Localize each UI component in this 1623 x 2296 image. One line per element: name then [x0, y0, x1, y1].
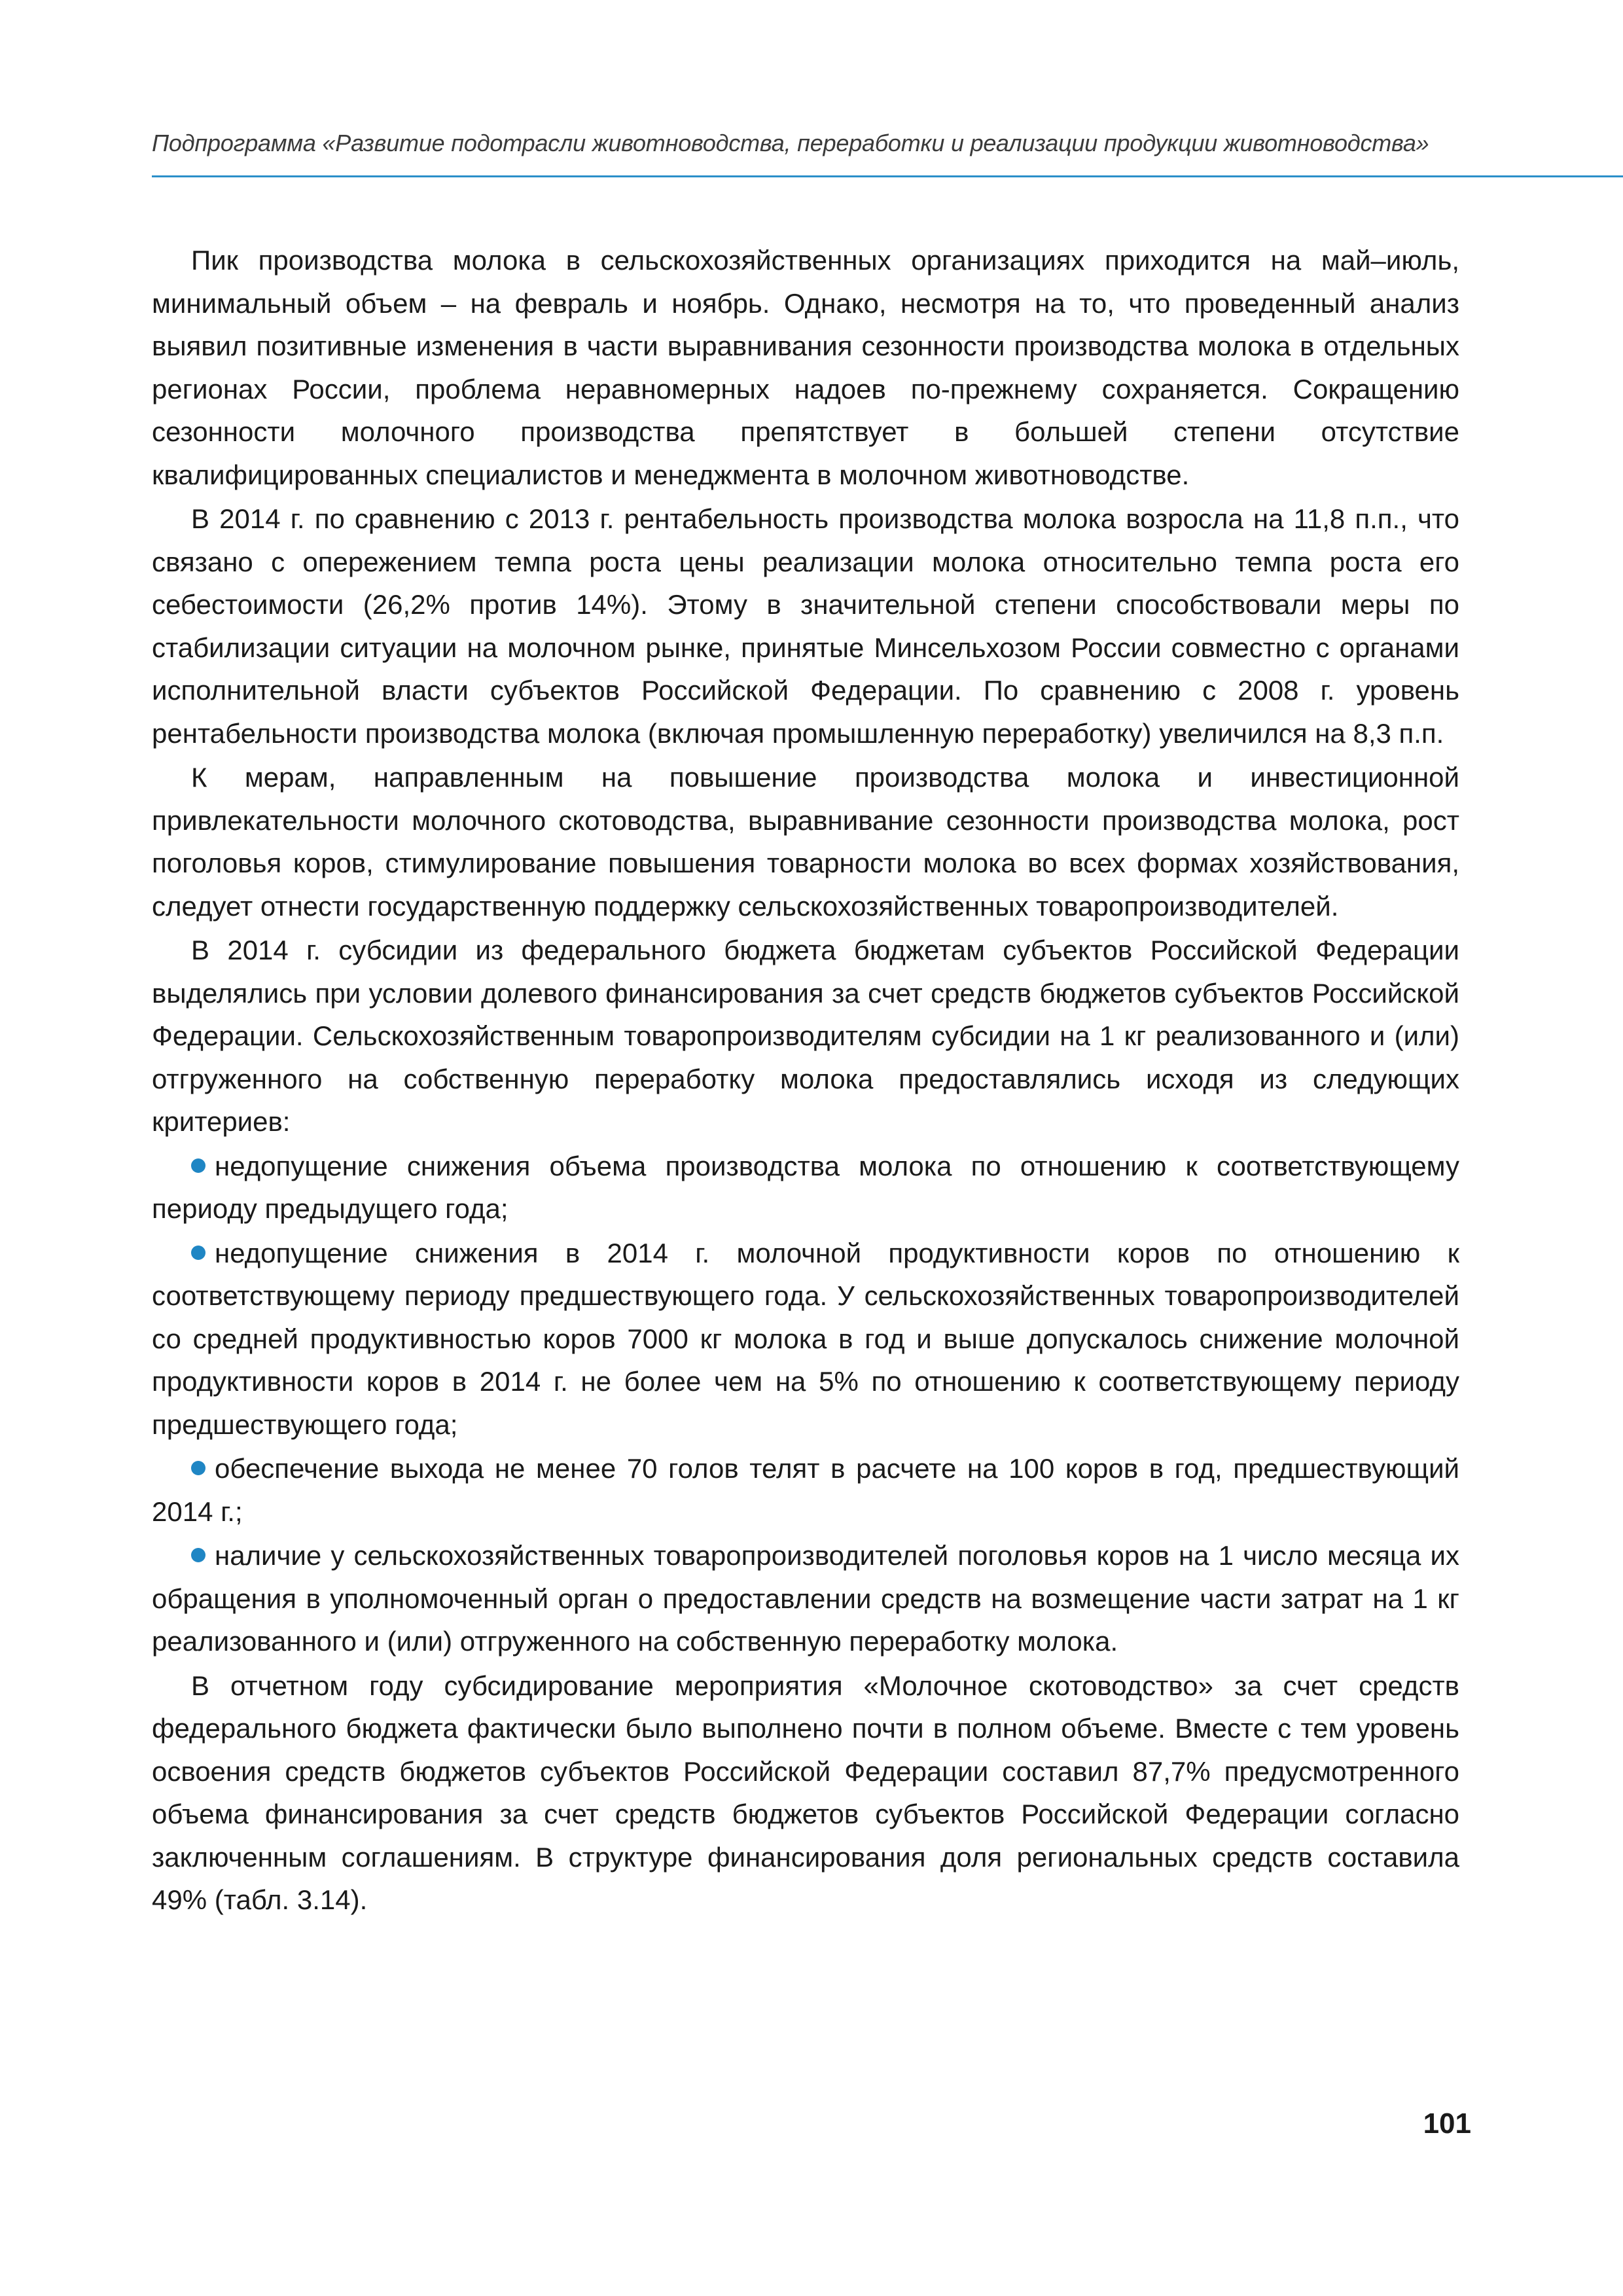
paragraph: К мерам, направленным на повышение производства молока и инвестиционной привлекательности молочного скотоводства, выравнивание сезонности производства молока, рост поголовья коров, стимулирование повышения товарности молока во всех формах хозяйствования, следует отнести государственную поддержку сельскохозяйственных товаропроизводителей.	[152, 762, 1459, 922]
bullet-text: недопущение снижения объема производства молока по отношению к соответствующему периоду предыдущего года;	[152, 1150, 1459, 1224]
bullet-item	[152, 1232, 1459, 1446]
header-divider	[152, 175, 1623, 177]
bullet-dot-icon	[191, 1158, 205, 1173]
bullet-text: недопущение снижения в 2014 г. молочной продуктивности коров по отношению к соответствующему периоду предшествующего года. У сельскохозяйственных товаропроизводителей со средней продуктивностью коров 7000 кг молока в год и выше допускалось снижение молочной продуктивности коров в 2014 г. не более чем на 5% по отношению к соответствующему периоду предшествующего года;	[152, 1237, 1459, 1440]
bullet-text: наличие у сельскохозяйственных товаропроизводителей поголовья коров на 1 число месяца их обращения в уполномоченный орган о предоставлении средств на возмещение части затрат на 1 кг реализованного и (или) отгруженного на собственную переработку молока.	[152, 1540, 1459, 1657]
paragraph: В отчетном году субсидирование мероприятия «Молочное скотоводство» за счет средств федерального бюджета фактически было выполнено почти в полном объеме. Вместе с тем уровень освоения средств бюджетов субъектов Российской Федерации составил 87,7% предусмотренного объема финансирования за счет средств бюджетов субъектов Российской Федерации согласно заключенным соглашениям. В структуре финансирования доля региональных средств составила 49% (табл. 3.14).	[152, 1670, 1459, 1915]
bullet-dot-icon	[191, 1246, 205, 1260]
running-header: Подпрограмма «Развитие подотрасли животноводства, переработки и реализации продукции животноводства»	[152, 130, 1429, 156]
bullet-item	[152, 1145, 1459, 1230]
paragraph: Пик производства молока в сельскохозяйственных организациях приходится на май–июль, минимальный объем – на февраль и ноябрь. Однако, несмотря на то, что проведенный анализ выявил позитивные изменения в части выравнивания сезонности производства молока в отдельных регионах России, проблема неравномерных надоев по-прежнему сохраняется. Сокращению сезонности молочного производства препятствует в большей степени отсутствие квалифицированных специалистов и менеджмента в молочном животноводстве.	[152, 245, 1459, 490]
bullet-text: обеспечение выхода не менее 70 голов телят в расчете на 100 коров в год, предшествующий 2014 г.;	[152, 1453, 1459, 1527]
body-text	[152, 239, 1459, 1923]
bullet-item	[152, 1447, 1459, 1533]
bullet-dot-icon	[191, 1461, 205, 1475]
bullet-dot-icon	[191, 1548, 205, 1562]
paragraph: В 2014 г. по сравнению с 2013 г. рентабельность производства молока возросла на 11,8 п.п., что связано с опережением темпа роста цены реализации молока относительно темпа роста его себестоимости (26,2% против 14%). Этому в значительной степени способствовали меры по стабилизации ситуации на молочном рынке, принятые Минсельхозом России совместно с органами исполнительной власти субъектов Российской Федерации. По сравнению с 2008 г. уровень рентабельности производства молока (включая промышленную переработку) увеличился на 8,3 п.п.	[152, 503, 1459, 749]
bullet-item	[152, 1534, 1459, 1663]
paragraph: В 2014 г. субсидии из федерального бюджета бюджетам субъектов Российской Федерации выделялись при условии долевого финансирования за счет средств бюджетов субъектов Российской Федерации. Сельскохозяйственным товаропроизводителям субсидии на 1 кг реализованного и (или) отгруженного на собственную переработку молока предоставлялись исходя из следующих критериев:	[152, 935, 1459, 1137]
page-number: 101	[1423, 2108, 1471, 2140]
